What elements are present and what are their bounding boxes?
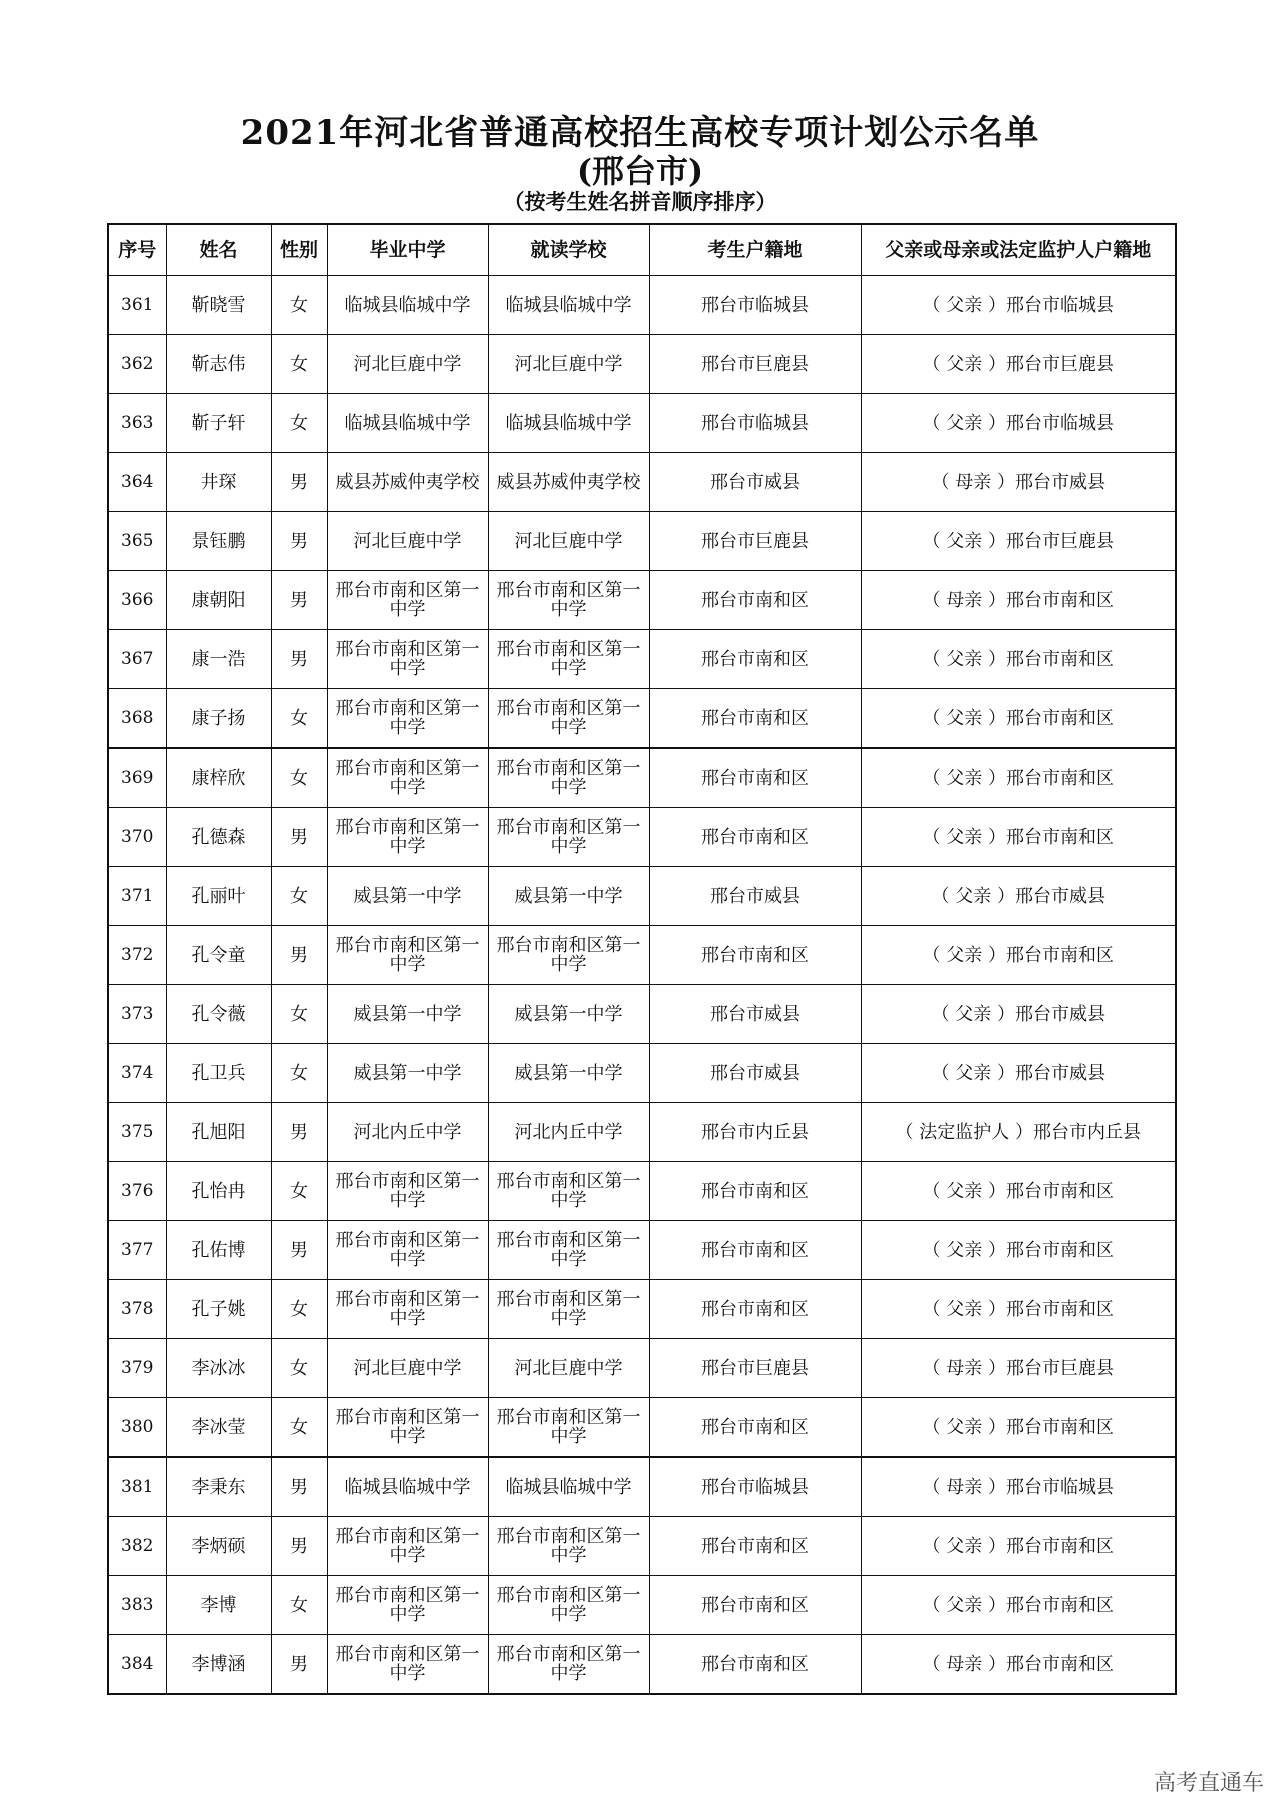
cell-gender: 男 (271, 630, 327, 689)
cell-index: 380 (108, 1398, 166, 1458)
cell-household-registration: 邢台市南和区 (649, 926, 861, 985)
table-row (108, 1280, 1176, 1339)
cell-graduation-school: 威县第一中学 (327, 985, 488, 1044)
watermark-text: 高考直通车 (1153, 1771, 1264, 1796)
cell-guardian-registration: （ 父亲 ）邢台市巨鹿县 (861, 512, 1176, 571)
table-row (108, 748, 1176, 808)
cell-household-registration: 邢台市巨鹿县 (649, 512, 861, 571)
cell-index: 378 (108, 1280, 166, 1339)
cell-graduation-school: 邢台市南和区第一中学 (327, 1221, 488, 1280)
cell-graduation-school: 威县苏威仲夷学校 (327, 453, 488, 512)
cell-guardian-registration: （ 母亲 ）邢台市南和区 (861, 571, 1176, 630)
page-subtitle-sort-note: （按考生姓名拼音顺序排序） (503, 189, 777, 214)
cell-name: 李秉东 (166, 1457, 271, 1517)
cell-guardian-registration: （ 父亲 ）邢台市南和区 (861, 808, 1176, 867)
cell-gender: 男 (271, 512, 327, 571)
cell-guardian-registration: （ 父亲 ）邢台市南和区 (861, 1576, 1176, 1635)
cell-graduation-school: 邢台市南和区第一中学 (327, 926, 488, 985)
cell-household-registration: 邢台市内丘县 (649, 1103, 861, 1162)
cell-household-registration: 邢台市南和区 (649, 748, 861, 808)
cell-graduation-school: 临城县临城中学 (327, 276, 488, 335)
cell-graduation-school: 邢台市南和区第一中学 (327, 748, 488, 808)
cell-graduation-school: 邢台市南和区第一中学 (327, 1635, 488, 1695)
cell-name: 孔卫兵 (166, 1044, 271, 1103)
cell-household-registration: 邢台市南和区 (649, 1576, 861, 1635)
cell-index: 379 (108, 1339, 166, 1398)
cell-current-school: 邢台市南和区第一中学 (488, 571, 649, 630)
cell-current-school: 邢台市南和区第一中学 (488, 1576, 649, 1635)
cell-name: 孔怡冉 (166, 1162, 271, 1221)
page-subtitle-city: (邢台市) (576, 152, 704, 190)
cell-guardian-registration: （ 母亲 ）邢台市威县 (861, 453, 1176, 512)
cell-gender: 女 (271, 276, 327, 335)
admission-list-table (107, 223, 1177, 1695)
cell-guardian-registration: （ 法定监护人 ）邢台市内丘县 (861, 1103, 1176, 1162)
cell-household-registration: 邢台市临城县 (649, 276, 861, 335)
header-current-school: 就读学校 (488, 224, 649, 276)
cell-guardian-registration: （ 父亲 ）邢台市临城县 (861, 394, 1176, 453)
header-guardian-registration: 父亲或母亲或法定监护人户籍地 (861, 224, 1176, 276)
cell-name: 李炳硕 (166, 1517, 271, 1576)
cell-name: 康子扬 (166, 689, 271, 749)
cell-household-registration: 邢台市威县 (649, 867, 861, 926)
cell-gender: 男 (271, 1635, 327, 1695)
cell-index: 370 (108, 808, 166, 867)
table-row (108, 630, 1176, 689)
cell-name: 孔佑博 (166, 1221, 271, 1280)
cell-gender: 男 (271, 1221, 327, 1280)
cell-household-registration: 邢台市威县 (649, 985, 861, 1044)
cell-gender: 男 (271, 571, 327, 630)
cell-guardian-registration: （ 父亲 ）邢台市威县 (861, 1044, 1176, 1103)
cell-current-school: 邢台市南和区第一中学 (488, 1162, 649, 1221)
cell-guardian-registration: （ 父亲 ）邢台市威县 (861, 985, 1176, 1044)
cell-index: 381 (108, 1457, 166, 1517)
cell-name: 李博涵 (166, 1635, 271, 1695)
cell-name: 李冰冰 (166, 1339, 271, 1398)
cell-index: 365 (108, 512, 166, 571)
cell-index: 375 (108, 1103, 166, 1162)
table-row (108, 571, 1176, 630)
cell-current-school: 邢台市南和区第一中学 (488, 1517, 649, 1576)
cell-household-registration: 邢台市南和区 (649, 1280, 861, 1339)
cell-guardian-registration: （ 母亲 ）邢台市巨鹿县 (861, 1339, 1176, 1398)
cell-household-registration: 邢台市南和区 (649, 1398, 861, 1458)
cell-graduation-school: 邢台市南和区第一中学 (327, 1280, 488, 1339)
cell-graduation-school: 邢台市南和区第一中学 (327, 1576, 488, 1635)
cell-gender: 男 (271, 453, 327, 512)
cell-current-school: 河北内丘中学 (488, 1103, 649, 1162)
cell-guardian-registration: （ 父亲 ）邢台市威县 (861, 867, 1176, 926)
cell-current-school: 威县第一中学 (488, 1044, 649, 1103)
cell-name: 靳志伟 (166, 335, 271, 394)
cell-graduation-school: 河北内丘中学 (327, 1103, 488, 1162)
cell-graduation-school: 河北巨鹿中学 (327, 1339, 488, 1398)
cell-guardian-registration: （ 父亲 ）邢台市临城县 (861, 276, 1176, 335)
cell-index: 363 (108, 394, 166, 453)
cell-index: 368 (108, 689, 166, 749)
cell-name: 孔令童 (166, 926, 271, 985)
table-header-row (108, 224, 1176, 276)
cell-graduation-school: 河北巨鹿中学 (327, 512, 488, 571)
cell-household-registration: 邢台市南和区 (649, 808, 861, 867)
table-row (108, 1576, 1176, 1635)
cell-guardian-registration: （ 母亲 ）邢台市临城县 (861, 1457, 1176, 1517)
cell-current-school: 威县第一中学 (488, 985, 649, 1044)
cell-graduation-school: 邢台市南和区第一中学 (327, 630, 488, 689)
cell-index: 366 (108, 571, 166, 630)
cell-current-school: 临城县临城中学 (488, 1457, 649, 1517)
cell-gender: 女 (271, 1339, 327, 1398)
cell-gender: 女 (271, 335, 327, 394)
table-row (108, 1221, 1176, 1280)
cell-name: 康朝阳 (166, 571, 271, 630)
cell-guardian-registration: （ 父亲 ）邢台市南和区 (861, 1517, 1176, 1576)
cell-household-registration: 邢台市临城县 (649, 1457, 861, 1517)
cell-index: 367 (108, 630, 166, 689)
cell-current-school: 威县第一中学 (488, 867, 649, 926)
cell-household-registration: 邢台市巨鹿县 (649, 1339, 861, 1398)
cell-graduation-school: 威县第一中学 (327, 1044, 488, 1103)
cell-gender: 女 (271, 1576, 327, 1635)
cell-household-registration: 邢台市巨鹿县 (649, 335, 861, 394)
cell-current-school: 邢台市南和区第一中学 (488, 1635, 649, 1695)
cell-guardian-registration: （ 父亲 ）邢台市南和区 (861, 689, 1176, 749)
cell-index: 364 (108, 453, 166, 512)
cell-current-school: 邢台市南和区第一中学 (488, 630, 649, 689)
cell-current-school: 邢台市南和区第一中学 (488, 1221, 649, 1280)
table-row (108, 335, 1176, 394)
cell-name: 靳子轩 (166, 394, 271, 453)
header-name: 姓名 (166, 224, 271, 276)
cell-current-school: 邢台市南和区第一中学 (488, 1398, 649, 1458)
header-gender: 性别 (271, 224, 327, 276)
cell-gender: 男 (271, 1457, 327, 1517)
cell-graduation-school: 邢台市南和区第一中学 (327, 571, 488, 630)
cell-guardian-registration: （ 父亲 ）邢台市南和区 (861, 630, 1176, 689)
cell-gender: 女 (271, 867, 327, 926)
cell-household-registration: 邢台市威县 (649, 1044, 861, 1103)
cell-index: 377 (108, 1221, 166, 1280)
cell-guardian-registration: （ 父亲 ）邢台市巨鹿县 (861, 335, 1176, 394)
cell-gender: 女 (271, 1044, 327, 1103)
cell-name: 孔旭阳 (166, 1103, 271, 1162)
cell-graduation-school: 邢台市南和区第一中学 (327, 1162, 488, 1221)
cell-guardian-registration: （ 父亲 ）邢台市南和区 (861, 748, 1176, 808)
cell-current-school: 威县苏威仲夷学校 (488, 453, 649, 512)
cell-guardian-registration: （ 父亲 ）邢台市南和区 (861, 1398, 1176, 1458)
cell-name: 李冰莹 (166, 1398, 271, 1458)
cell-gender: 男 (271, 1103, 327, 1162)
cell-current-school: 临城县临城中学 (488, 394, 649, 453)
cell-index: 369 (108, 748, 166, 808)
cell-name: 井琛 (166, 453, 271, 512)
cell-guardian-registration: （ 父亲 ）邢台市南和区 (861, 1221, 1176, 1280)
cell-name: 李博 (166, 1576, 271, 1635)
cell-current-school: 邢台市南和区第一中学 (488, 689, 649, 749)
table-body (108, 276, 1176, 1695)
cell-index: 362 (108, 335, 166, 394)
cell-name: 靳晓雪 (166, 276, 271, 335)
cell-household-registration: 邢台市临城县 (649, 394, 861, 453)
cell-name: 景钰鹏 (166, 512, 271, 571)
page-title: 2021年河北省普通高校招生高校专项计划公示名单 (240, 113, 1040, 153)
header-graduation-school: 毕业中学 (327, 224, 488, 276)
table-row (108, 926, 1176, 985)
cell-current-school: 河北巨鹿中学 (488, 335, 649, 394)
table-row (108, 1162, 1176, 1221)
cell-name: 康梓欣 (166, 748, 271, 808)
cell-graduation-school: 临城县临城中学 (327, 1457, 488, 1517)
header-index: 序号 (108, 224, 166, 276)
header-household-registration: 考生户籍地 (649, 224, 861, 276)
cell-graduation-school: 河北巨鹿中学 (327, 335, 488, 394)
cell-current-school: 临城县临城中学 (488, 276, 649, 335)
cell-gender: 男 (271, 926, 327, 985)
cell-index: 372 (108, 926, 166, 985)
cell-household-registration: 邢台市南和区 (649, 689, 861, 749)
cell-name: 孔丽叶 (166, 867, 271, 926)
cell-guardian-registration: （ 母亲 ）邢台市南和区 (861, 1635, 1176, 1695)
cell-guardian-registration: （ 父亲 ）邢台市南和区 (861, 1162, 1176, 1221)
table-row (108, 689, 1176, 749)
cell-graduation-school: 邢台市南和区第一中学 (327, 1517, 488, 1576)
cell-graduation-school: 威县第一中学 (327, 867, 488, 926)
table-row (108, 512, 1176, 571)
table-row (108, 1457, 1176, 1517)
cell-household-registration: 邢台市南和区 (649, 630, 861, 689)
table-row (108, 867, 1176, 926)
table-row (108, 1398, 1176, 1458)
cell-household-registration: 邢台市南和区 (649, 1221, 861, 1280)
table-row (108, 453, 1176, 512)
cell-gender: 男 (271, 808, 327, 867)
cell-current-school: 邢台市南和区第一中学 (488, 808, 649, 867)
cell-current-school: 邢台市南和区第一中学 (488, 926, 649, 985)
table-row (108, 276, 1176, 335)
table-row (108, 1103, 1176, 1162)
cell-index: 373 (108, 985, 166, 1044)
cell-gender: 女 (271, 748, 327, 808)
cell-index: 376 (108, 1162, 166, 1221)
cell-name: 孔德森 (166, 808, 271, 867)
cell-index: 361 (108, 276, 166, 335)
cell-current-school: 邢台市南和区第一中学 (488, 1280, 649, 1339)
cell-index: 371 (108, 867, 166, 926)
cell-name: 康一浩 (166, 630, 271, 689)
table-row (108, 1339, 1176, 1398)
cell-graduation-school: 邢台市南和区第一中学 (327, 808, 488, 867)
cell-name: 孔令薇 (166, 985, 271, 1044)
cell-gender: 男 (271, 1517, 327, 1576)
cell-name: 孔子姚 (166, 1280, 271, 1339)
cell-graduation-school: 邢台市南和区第一中学 (327, 1398, 488, 1458)
cell-gender: 女 (271, 985, 327, 1044)
table-row (108, 394, 1176, 453)
cell-gender: 女 (271, 1162, 327, 1221)
cell-household-registration: 邢台市威县 (649, 453, 861, 512)
cell-household-registration: 邢台市南和区 (649, 1635, 861, 1695)
cell-guardian-registration: （ 父亲 ）邢台市南和区 (861, 926, 1176, 985)
cell-index: 383 (108, 1576, 166, 1635)
cell-gender: 女 (271, 1280, 327, 1339)
cell-gender: 女 (271, 689, 327, 749)
cell-gender: 女 (271, 394, 327, 453)
cell-current-school: 河北巨鹿中学 (488, 512, 649, 571)
table-row (108, 808, 1176, 867)
cell-gender: 女 (271, 1398, 327, 1458)
cell-guardian-registration: （ 父亲 ）邢台市南和区 (861, 1280, 1176, 1339)
cell-graduation-school: 邢台市南和区第一中学 (327, 689, 488, 749)
cell-index: 382 (108, 1517, 166, 1576)
cell-household-registration: 邢台市南和区 (649, 571, 861, 630)
table-row (108, 985, 1176, 1044)
table-row (108, 1044, 1176, 1103)
cell-index: 384 (108, 1635, 166, 1695)
cell-current-school: 邢台市南和区第一中学 (488, 748, 649, 808)
table-row (108, 1635, 1176, 1695)
cell-household-registration: 邢台市南和区 (649, 1162, 861, 1221)
table-row (108, 1517, 1176, 1576)
cell-graduation-school: 临城县临城中学 (327, 394, 488, 453)
cell-index: 374 (108, 1044, 166, 1103)
cell-household-registration: 邢台市南和区 (649, 1517, 861, 1576)
cell-current-school: 河北巨鹿中学 (488, 1339, 649, 1398)
